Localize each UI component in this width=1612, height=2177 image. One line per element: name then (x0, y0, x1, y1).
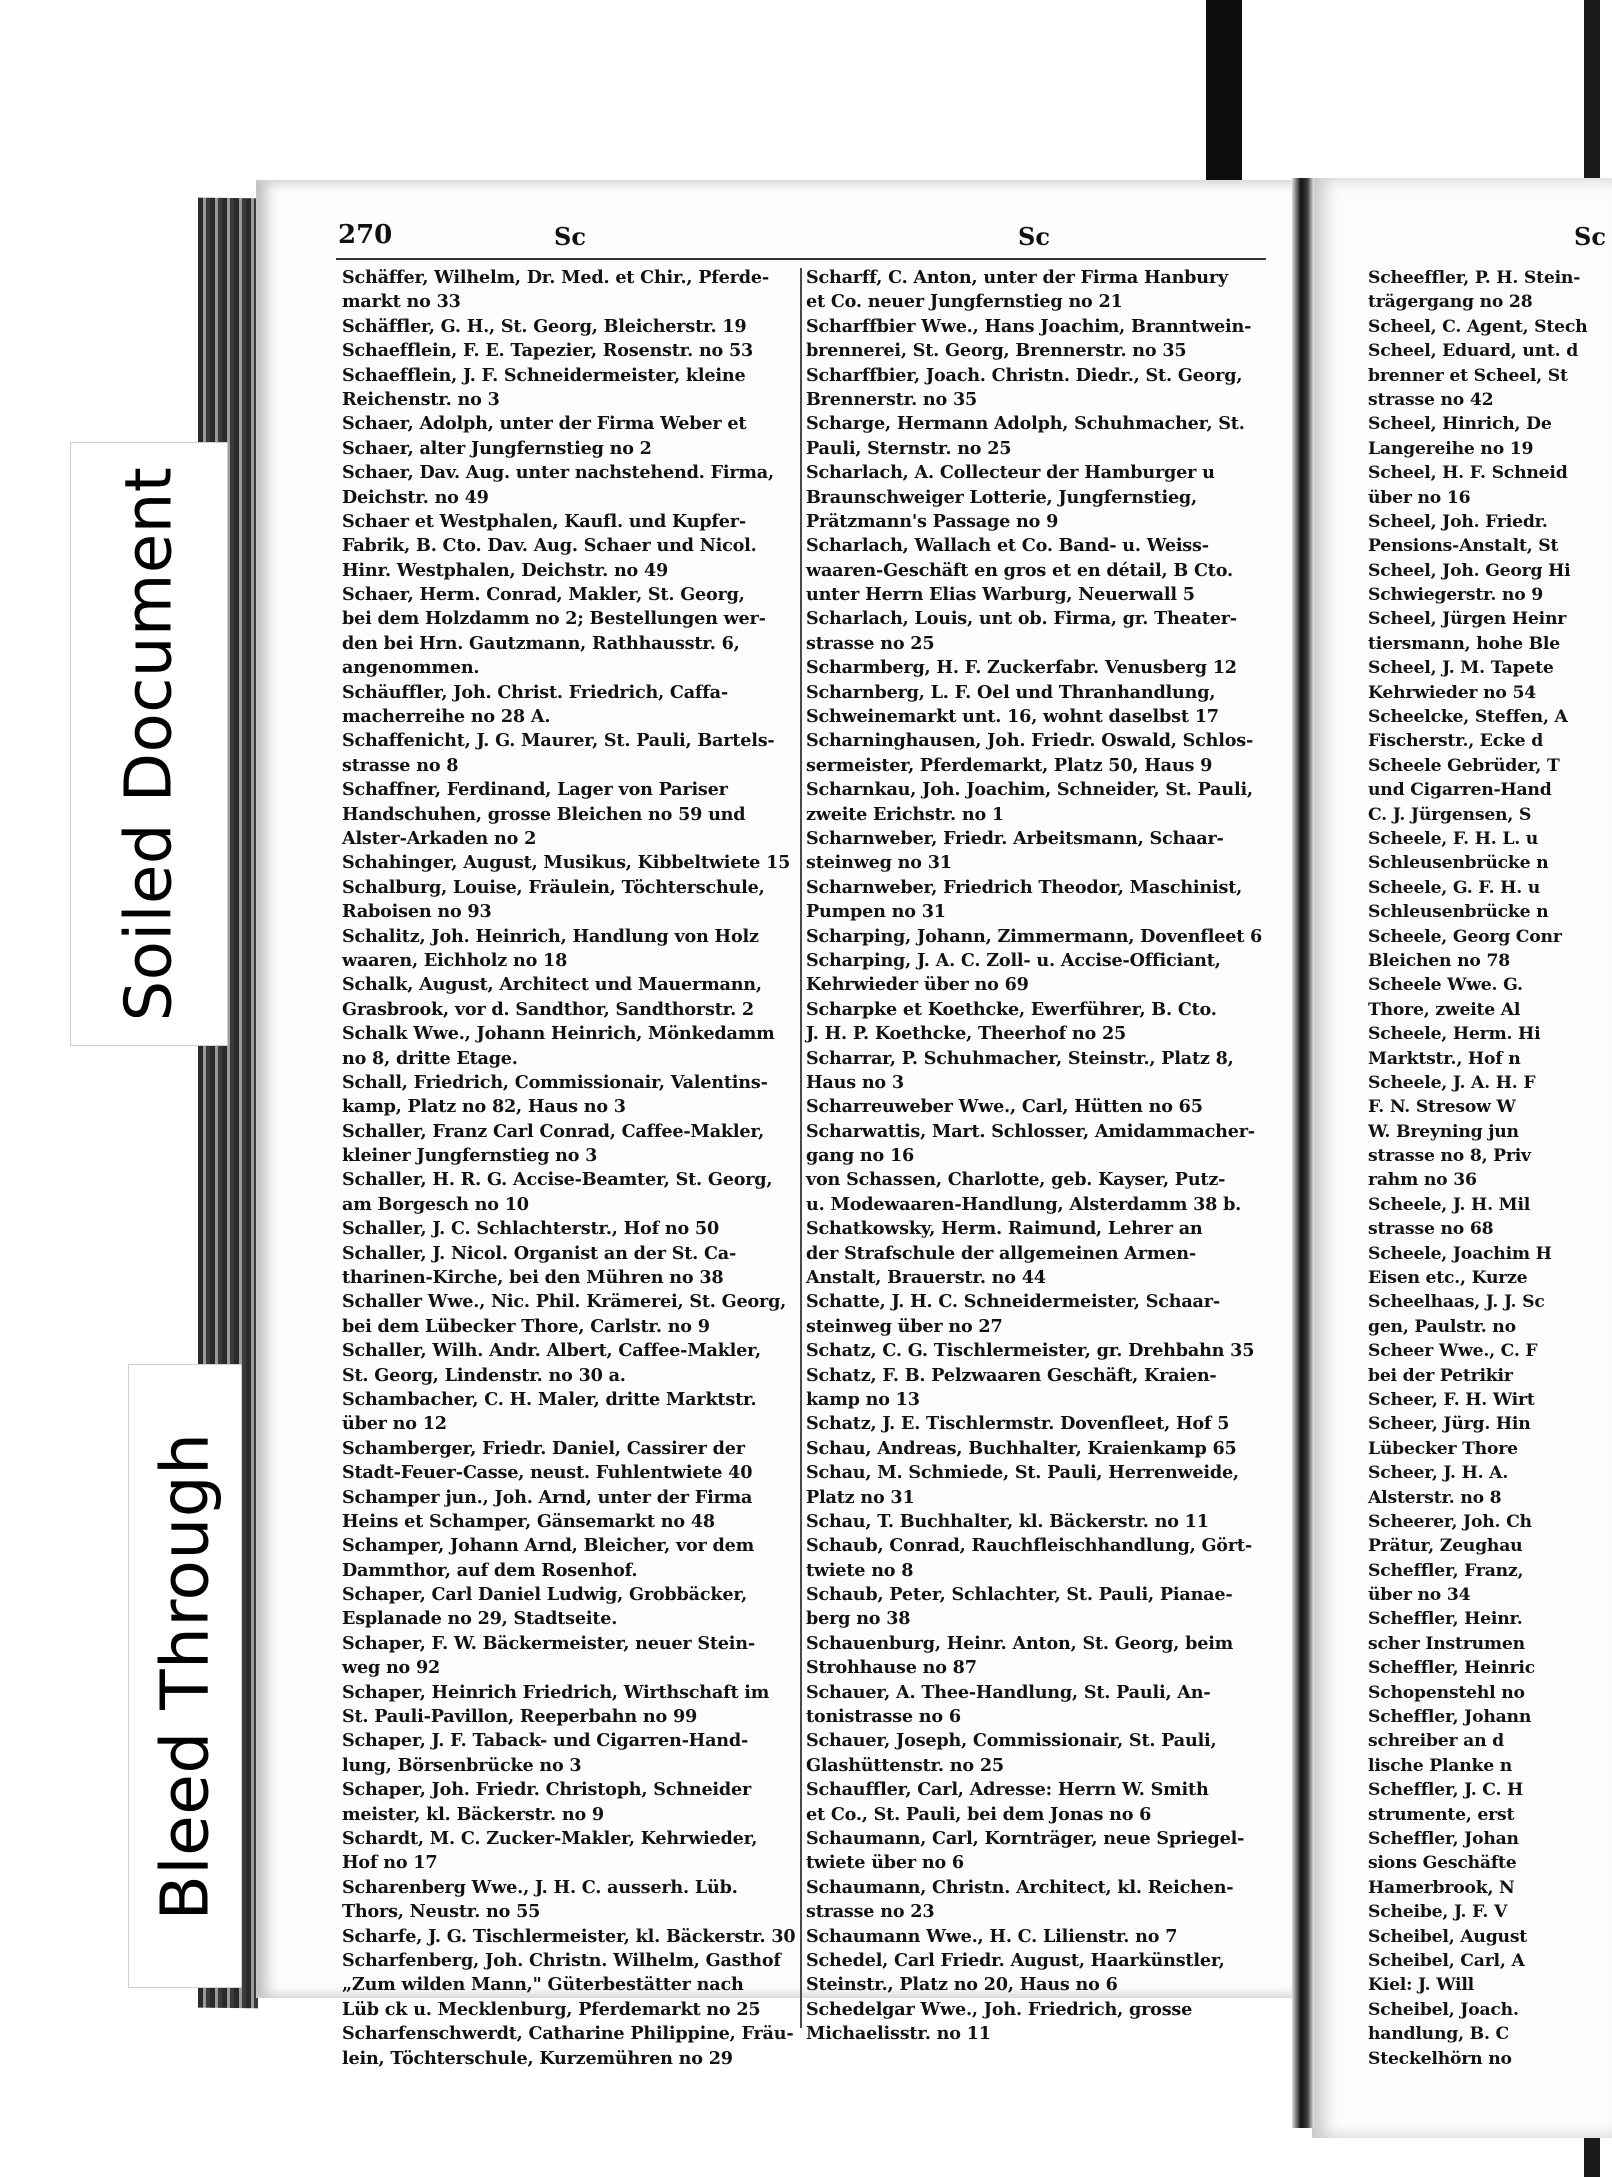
directory-entry-line: Scharlach, Louis, unt ob. Firma, gr. Theater- (806, 608, 1237, 630)
directory-entry-line: Scheer, J. H. A. (1368, 1463, 1509, 1484)
directory-entry-line: Schaller, Wilh. Andr. Albert, Caffee-Makler, (342, 1340, 761, 1362)
directory-entry-line: Hof no 17 (342, 1852, 438, 1874)
directory-entry-line: Schaumann, Carl, Kornträger, neue Spriegel- (806, 1828, 1245, 1849)
directory-entry-line: Scharlach, A. Collecteur der Hamburger u (806, 462, 1215, 484)
directory-entry-line: Hamerbrook, N (1368, 1877, 1515, 1898)
directory-entry-line: twiete no 8 (806, 1559, 914, 1581)
directory-entry-line: angenommen. (342, 657, 480, 679)
directory-entry-line: Bleichen no 78 (1368, 950, 1510, 971)
directory-entry-line: strasse no 8 (342, 754, 459, 776)
directory-entry-line: handlung, B. C (1368, 2024, 1510, 2045)
directory-entry-line: und Cigarren-Hand (1368, 780, 1552, 801)
directory-entry-line: waaren-Geschäft en gros et en détail, B Cto. (806, 559, 1233, 581)
directory-entry-line: Deichstr. no 49 (342, 486, 489, 508)
directory-entry-line: Scharrar, P. Schuhmacher, Steinstr., Platz 8, (806, 1047, 1234, 1069)
directory-entry-line: Scheel, Hinrich, De (1368, 414, 1552, 435)
directory-entry-line: Schaper, Joh. Friedr. Christoph, Schneider (342, 1779, 752, 1801)
directory-entry-line: strasse no 42 (1368, 389, 1494, 410)
directory-entry-line: Schweinemarkt unt. 16, wohnt daselbst 17 (806, 706, 1219, 728)
directory-entry-line: von Schassen, Charlotte, geb. Kayser, Putz- (806, 1169, 1226, 1191)
directory-entry-line: den bei Hrn. Gautzmann, Rathhausstr. 6, (342, 632, 740, 654)
directory-entry-line: schreiber an d (1368, 1731, 1504, 1752)
directory-entry-line: Schaefflein, F. E. Tapezier, Rosenstr. no 53 (342, 340, 754, 362)
column-divider (800, 268, 802, 2028)
directory-entry-line: Schaub, Conrad, Rauchfleischhandlung, Gört- (806, 1535, 1252, 1557)
directory-entry-line: et Co., St. Pauli, bei dem Jonas no 6 (806, 1803, 1152, 1825)
directory-entry-line: über no 16 (1368, 487, 1471, 508)
directory-entry-line: kleiner Jungfernstieg no 3 (342, 1145, 598, 1167)
directory-entry-line: Scheibel, Joach. (1368, 1999, 1519, 2020)
directory-entry-line: strasse no 68 (1368, 1219, 1494, 1240)
directory-entry-line: Scheele, Georg Conr (1368, 926, 1562, 947)
directory-entry-line: markt no 33 (342, 291, 461, 313)
directory-entry-line: Schaller, Franz Carl Conrad, Caffee-Makler, (342, 1120, 765, 1142)
directory-entry-line: Scheele, Herm. Hi (1368, 1024, 1541, 1045)
directory-entry-line: Schaer, Herm. Conrad, Makler, St. Georg, (342, 584, 745, 606)
directory-entry-line: brenner et Scheel, St (1368, 365, 1568, 386)
directory-entry-line: Schalburg, Louise, Fräulein, Töchterschule, (342, 876, 765, 898)
directory-entry-line: lische Planke n (1368, 1755, 1513, 1776)
book-gutter (1292, 178, 1314, 2128)
directory-entry-line: u. Modewaaren-Handlung, Alsterdamm 38 b. (806, 1193, 1242, 1215)
directory-entry-line: Scharff, C. Anton, unter der Firma Hanbury (806, 267, 1228, 288)
directory-entry-line: waaren, Eichholz no 18 (342, 949, 568, 971)
directory-entry-line: Schaumann, Christn. Architect, kl. Reichen- (806, 1876, 1234, 1898)
directory-entry-line: Schaumann Wwe., H. C. Lilienstr. no 7 (806, 1925, 1178, 1947)
directory-entry-line: Schaffenicht, J. G. Maurer, St. Pauli, Bartels- (342, 730, 775, 752)
directory-entry-line: Glashüttenstr. no 25 (806, 1754, 1004, 1776)
directory-entry-line: macherreihe no 28 A. (342, 706, 551, 728)
directory-entry-line: Scheffler, Heinric (1368, 1658, 1535, 1679)
directory-entry-line: Scheelhaas, J. J. Sc (1368, 1292, 1545, 1313)
directory-entry-line: Braunschweiger Lotterie, Jungfernstieg, (806, 486, 1197, 508)
running-head-facing-page: Sc (1574, 222, 1606, 251)
directory-entry-line: Schwiegerstr. no 9 (1368, 585, 1544, 606)
directory-entry-line: Scharnberg, L. F. Oel und Thranhandlung, (806, 681, 1216, 703)
directory-entry-line: Schaper, Carl Daniel Ludwig, Grobbäcker, (342, 1584, 748, 1606)
directory-entry-line: Alster-Arkaden no 2 (342, 827, 537, 849)
directory-entry-line: Schaller Wwe., Nic. Phil. Krämerei, St. Georg, (342, 1291, 787, 1313)
directory-entry-line: Schahinger, August, Musikus, Kibbeltwiete 15 (342, 852, 791, 874)
directory-entry-line: Schatz, F. B. Pelzwaaren Geschäft, Kraien- (806, 1364, 1217, 1386)
directory-entry-line: Schauer, Joseph, Commissionair, St. Pauli, (806, 1730, 1217, 1752)
directory-entry-line: Schaer, Adolph, unter der Firma Weber et (342, 413, 747, 435)
directory-entry-line: Schleusenbrücke n (1368, 902, 1549, 923)
directory-entry-line: Michaelisstr. no 11 (806, 2023, 991, 2045)
directory-entry-line: strasse no 23 (806, 1901, 935, 1923)
directory-entry-line: Scharlach, Wallach et Co. Band- u. Weiss- (806, 535, 1209, 557)
directory-entry-line: Esplanade no 29, Stadtseite. (342, 1608, 618, 1630)
directory-entry-line: Scharfenschwerdt, Catharine Philippine, Fräu- (342, 2023, 794, 2045)
directory-entry-line: Schäffer, Wilhelm, Dr. Med. et Chir., Pferde- (342, 267, 769, 288)
directory-entry-line: Scheel, H. F. Schneid (1368, 463, 1568, 484)
directory-entry-line: Scheer, F. H. Wirt (1368, 1389, 1535, 1410)
directory-entry-line: Scheel, C. Agent, Stech (1368, 316, 1588, 337)
directory-entry-line: Anstalt, Brauerstr. no 44 (806, 1267, 1046, 1289)
directory-entry-line: Scharfe, J. G. Tischlermeister, kl. Bäckerstr. 30 (342, 1925, 796, 1947)
directory-entry-line: Schaper, F. W. Bäckermeister, neuer Stein- (342, 1632, 755, 1654)
directory-entry-line: Schaefflein, J. F. Schneidermeister, kleine (342, 364, 746, 386)
directory-entry-line: Schaffner, Ferdinand, Lager von Pariser (342, 779, 728, 801)
directory-entry-line: Hinr. Westphalen, Deichstr. no 49 (342, 559, 669, 581)
directory-entry-line: Pumpen no 31 (806, 901, 946, 923)
directory-entry-line: Brennerstr. no 35 (806, 388, 978, 410)
directory-entry-line: Scheffler, Johan (1368, 1829, 1519, 1849)
directory-entry-line: Handschuhen, grosse Bleichen no 59 und (342, 803, 746, 825)
directory-entry-line: Scharmberg, H. F. Zuckerfabr. Venusberg 12 (806, 657, 1237, 679)
directory-entry-line: St. Georg, Lindenstr. no 30 a. (342, 1364, 626, 1386)
directory-entry-line: Schardt, M. C. Zucker-Makler, Kehrwieder, (342, 1828, 758, 1849)
directory-entry-line: Steinstr., Platz no 20, Haus no 6 (806, 1974, 1118, 1996)
directory-entry-line: Kehrwieder no 54 (1368, 682, 1536, 703)
directory-entry-line: Schaper, Heinrich Friedrich, Wirthschaft im (342, 1681, 770, 1703)
directory-entry-line: Scheele, J. H. Mil (1368, 1194, 1531, 1215)
directory-entry-line: Schau, T. Buchhalter, kl. Bäckerstr. no 11 (806, 1510, 1209, 1532)
soiled-document-label: Soiled Document (112, 466, 186, 1022)
directory-entry-line: über no 12 (342, 1413, 447, 1435)
directory-entry-line: Schalk, August, Architect und Mauermann, (342, 974, 762, 996)
directory-entry-line: Scheele Gebrüder, T (1368, 755, 1560, 776)
directory-entry-line: Scharnweber, Friedr. Arbeitsmann, Schaar- (806, 827, 1224, 849)
directory-entry-line: Heins et Schamper, Gänsemarkt no 48 (342, 1510, 715, 1532)
directory-entry-line: Schamper, Johann Arnd, Bleicher, vor dem (342, 1535, 755, 1557)
soiled-document-stamp (70, 442, 228, 1046)
directory-entry-line: Schaer, Dav. Aug. unter nachstehend. Firma, (342, 462, 774, 484)
directory-entry-line: strumente, erst (1368, 1804, 1515, 1825)
directory-entry-line: et Co. neuer Jungfernstieg no 21 (806, 291, 1123, 313)
directory-entry-line: Schalitz, Joh. Heinrich, Handlung von Holz (342, 925, 759, 947)
directory-entry-line: Schedel, Carl Friedr. August, Haarkünstler, (806, 1949, 1225, 1971)
directory-entry-line: Kiel: J. Will (1368, 1975, 1475, 1996)
directory-entry-line: Raboisen no 93 (342, 901, 492, 923)
directory-entry-line: tonistrasse no 6 (806, 1706, 961, 1728)
directory-entry-line: Scheelcke, Steffen, A (1368, 707, 1568, 728)
directory-entry-line: bei der Petrikir (1368, 1365, 1513, 1386)
directory-entry-line: St. Pauli-Pavillon, Reeperbahn no 99 (342, 1706, 698, 1728)
directory-entry-line: Schaub, Peter, Schlachter, St. Pauli, Pianae- (806, 1584, 1233, 1606)
directory-entry-line: Schaer et Westphalen, Kaufl. und Kupfer- (342, 510, 746, 532)
background-strip (1206, 0, 1242, 186)
directory-entry-line: Stadt-Feuer-Casse, neust. Fuhlentwiete 40 (342, 1462, 753, 1484)
directory-entry-line: Scharwattis, Mart. Schlosser, Amidammacher- (806, 1120, 1255, 1142)
directory-entry-line: Pensions-Anstalt, St (1368, 536, 1559, 557)
directory-entry-line: Schambacher, C. H. Maler, dritte Marktstr. (342, 1388, 757, 1410)
directory-entry-line: rahm no 36 (1368, 1170, 1477, 1191)
directory-entry-line: weg no 92 (342, 1657, 441, 1679)
directory-entry-line: Scharffbier Wwe., Hans Joachim, Branntwein- (806, 315, 1252, 337)
directory-entry-line: Scheer, Jürg. Hin (1368, 1414, 1531, 1435)
directory-entry-line: bei dem Holzdamm no 2; Bestellungen wer- (342, 608, 766, 630)
directory-entry-line: Alsterstr. no 8 (1368, 1487, 1502, 1508)
directory-entry-line: Lüb ck u. Mecklenburg, Pferdemarkt no 25 (342, 1998, 761, 2020)
directory-entry-line: Haus no 3 (806, 1071, 904, 1093)
directory-entry-line: Scheel, Eduard, unt. d (1368, 341, 1579, 362)
directory-entry-line: Fabrik, B. Cto. Dav. Aug. Schaer und Nicol. (342, 535, 757, 557)
directory-entry-line: trägergang no 28 (1368, 292, 1533, 313)
directory-entry-line: Prätzmann's Passage no 9 (806, 510, 1059, 532)
directory-entry-line: W. Breyning jun (1368, 1121, 1519, 1142)
directory-entry-line: Scheele, J. A. H. F (1368, 1072, 1536, 1093)
directory-entry-line: tharinen-Kirche, bei den Mühren no 38 (342, 1267, 724, 1289)
directory-entry-line: Schaller, J. Nicol. Organist an der St. Ca- (342, 1242, 737, 1264)
directory-entry-line: meister, kl. Bäckerstr. no 9 (342, 1803, 604, 1825)
directory-entry-line: Schedelgar Wwe., Joh. Friedrich, grosse (806, 1998, 1193, 2020)
directory-entry-line: Schau, M. Schmiede, St. Pauli, Herrenweide, (806, 1462, 1239, 1484)
directory-entry-line: Scharnkau, Joh. Joachim, Schneider, St. Pauli, (806, 779, 1253, 801)
directory-entry-line: Schauer, A. Thee-Handlung, St. Pauli, An- (806, 1681, 1211, 1703)
directory-entry-line: gen, Paulstr. no (1368, 1316, 1516, 1337)
directory-entry-line: Scheele, Joachim H (1368, 1243, 1552, 1264)
directory-entry-line: Schaer, alter Jungfernstieg no 2 (342, 437, 652, 459)
directory-entry-line: Scheele Wwe. G. (1368, 975, 1523, 996)
directory-entry-line: Schopenstehl no (1368, 1682, 1525, 1703)
directory-entry-line: tiersmann, hohe Ble (1368, 633, 1560, 654)
directory-entry-line: twiete über no 6 (806, 1852, 964, 1874)
directory-entry-line: am Borgesch no 10 (342, 1193, 529, 1215)
directory-entry-line: Scharnweber, Friedrich Theodor, Maschinist, (806, 876, 1243, 898)
directory-entry-line: Scharenberg Wwe., J. H. C. ausserh. Lüb. (342, 1876, 738, 1898)
directory-entry-line: Schaper, J. F. Taback- und Cigarren-Hand- (342, 1730, 749, 1752)
directory-column-right (806, 266, 1268, 2047)
directory-entry-line: Platz no 31 (806, 1486, 915, 1508)
directory-entry-line: Schatkowsky, Herm. Raimund, Lehrer an (806, 1218, 1203, 1240)
page-number: 270 (338, 220, 393, 250)
directory-entry-line: Scheffler, Heinr. (1368, 1609, 1523, 1630)
directory-entry-line: Grasbrook, vor d. Sandthor, Sandthorstr. 2 (342, 998, 754, 1020)
directory-entry-line: Schau, Andreas, Buchhalter, Kraienkamp 65 (806, 1437, 1237, 1459)
directory-entry-line: Lübecker Thore (1368, 1438, 1518, 1459)
directory-entry-line: Scheibel, August (1368, 1926, 1528, 1947)
directory-entry-line: no 8, dritte Etage. (342, 1047, 518, 1069)
directory-entry-line: Fischerstr., Ecke d (1368, 731, 1544, 752)
directory-entry-line: Schauffler, Carl, Adresse: Herrn W. Smith (806, 1779, 1209, 1801)
directory-entry-line: Schatte, J. H. C. Schneidermeister, Schaar- (806, 1291, 1220, 1313)
directory-entry-line: Scheele, F. H. L. u (1368, 828, 1539, 849)
directory-entry-line: Scheel, Joh. Georg Hi (1368, 560, 1571, 581)
directory-entry-line: Schall, Friedrich, Commissionair, Valentins- (342, 1071, 768, 1093)
running-head-right: Sc (1018, 222, 1050, 251)
directory-entry-line: der Strafschule der allgemeinen Armen- (806, 1242, 1196, 1264)
directory-entry-line: Thore, zweite Al (1368, 999, 1521, 1020)
directory-entry-line: Schamper jun., Joh. Arnd, unter der Firma (342, 1486, 753, 1508)
directory-entry-line: Scheffler, Franz, (1368, 1560, 1524, 1581)
directory-entry-line: Kehrwieder über no 69 (806, 974, 1029, 996)
directory-column-left (342, 266, 804, 2071)
directory-entry-line: Schalk Wwe., Johann Heinrich, Mönkedamm (342, 1023, 775, 1045)
directory-entry-line: Thors, Neustr. no 55 (342, 1901, 541, 1923)
directory-entry-line: Pauli, Sternstr. no 25 (806, 437, 1012, 459)
directory-entry-line: berg no 38 (806, 1608, 911, 1630)
directory-entry-line: Schaller, H. R. G. Accise-Beamter, St. Georg, (342, 1169, 773, 1191)
directory-entry-line: kamp, Platz no 82, Haus no 3 (342, 1096, 626, 1118)
directory-entry-line: bei dem Lübecker Thore, Carlstr. no 9 (342, 1315, 710, 1337)
directory-entry-line: zweite Erichstr. no 1 (806, 803, 1004, 825)
directory-entry-line: Scharpke et Koethcke, Ewerführer, B. Cto. (806, 998, 1217, 1020)
directory-entry-line: Schatz, J. E. Tischlermstr. Dovenfleet, Hof 5 (806, 1413, 1230, 1435)
directory-entry-line: Schleusenbrücke n (1368, 853, 1549, 874)
directory-entry-line: Scharping, Johann, Zimmermann, Dovenfleet 6 (806, 925, 1263, 947)
directory-entry-line: Schamberger, Friedr. Daniel, Cassirer der (342, 1437, 745, 1459)
directory-entry-line: Scheffler, J. C. H (1368, 1780, 1524, 1801)
directory-entry-line: sermeister, Pferdemarkt, Platz 50, Haus 9 (806, 754, 1213, 776)
directory-entry-line: Schauenburg, Heinr. Anton, St. Georg, beim (806, 1632, 1234, 1654)
directory-entry-line: Langereihe no 19 (1368, 438, 1534, 459)
bleed-through-label: Bleed Through (146, 1432, 224, 1920)
directory-entry-line: J. H. P. Koethcke, Theerhof no 25 (806, 1023, 1127, 1045)
directory-entry-line: steinweg über no 27 (806, 1315, 1003, 1337)
directory-entry-line: Scheele, G. F. H. u (1368, 877, 1541, 898)
directory-entry-line: über no 34 (1368, 1585, 1471, 1606)
directory-entry-line: Scheffler, Johann (1368, 1707, 1532, 1728)
directory-entry-line: Marktstr., Hof n (1368, 1048, 1521, 1069)
directory-entry-line: Scharninghausen, Joh. Friedr. Oswald, Schlos- (806, 730, 1254, 752)
directory-entry-line: „Zum wilden Mann," Güterbestätter nach (342, 1974, 744, 1996)
directory-entry-line: gang no 16 (806, 1145, 915, 1167)
directory-entry-line: brennerei, St. Georg, Brennerstr. no 35 (806, 340, 1187, 362)
directory-entry-line: sions Geschäfte (1368, 1853, 1517, 1874)
directory-entry-line: Scharping, J. A. C. Zoll- u. Accise-Officiant, (806, 949, 1221, 971)
directory-entry-line: Dammthor, auf dem Rosenhof. (342, 1559, 638, 1581)
directory-entry-line: Schaller, J. C. Schlachterstr., Hof no 50 (342, 1218, 719, 1240)
directory-entry-line: Scheibel, Carl, A (1368, 1950, 1525, 1971)
directory-entry-line: Schäuffler, Joh. Christ. Friedrich, Caffa- (342, 681, 728, 703)
directory-entry-line: F. N. Stresow W (1368, 1097, 1516, 1118)
directory-entry-line: Scheel, J. M. Tapete (1368, 658, 1554, 679)
header-rule (336, 258, 1266, 260)
running-head-left: Sc (554, 222, 586, 251)
directory-entry-line: Schäffler, G. H., St. Georg, Bleicherstr. 19 (342, 315, 747, 337)
directory-entry-line: strasse no 8, Priv (1368, 1146, 1531, 1167)
directory-entry-line: Eisen etc., Kurze (1368, 1268, 1528, 1289)
directory-entry-line: lung, Börsenbrücke no 3 (342, 1754, 582, 1776)
directory-entry-line: Scheel, Joh. Friedr. (1368, 511, 1548, 532)
directory-entry-line: Steckelhörn no (1368, 2048, 1512, 2069)
directory-entry-line: Scheel, Jürgen Heinr (1368, 609, 1567, 630)
directory-entry-line: Strohhause no 87 (806, 1657, 977, 1679)
directory-entry-line: strasse no 25 (806, 632, 935, 654)
directory-entry-line: Schatz, C. G. Tischlermeister, gr. Drehbahn 35 (806, 1340, 1255, 1362)
directory-entry-line: Scharge, Hermann Adolph, Schuhmacher, St. (806, 413, 1245, 435)
directory-entry-line: unter Herrn Elias Warburg, Neuerwall 5 (806, 584, 1195, 606)
directory-entry-line: Scharfenberg, Joh. Christn. Wilhelm, Gasthof (342, 1949, 781, 1971)
directory-entry-line: Scharreuweber Wwe., Carl, Hütten no 65 (806, 1096, 1203, 1118)
directory-column-facing-page (1368, 266, 1600, 2071)
directory-entry-line: Reichenstr. no 3 (342, 388, 500, 410)
directory-entry-line: Scheibe, J. F. V (1368, 1902, 1508, 1923)
directory-entry-line: steinweg no 31 (806, 852, 952, 874)
directory-entry-line: Prätur, Zeughau (1368, 1536, 1523, 1557)
directory-entry-line: Scheeffler, P. H. Stein- (1368, 268, 1581, 288)
directory-entry-line: Scharffbier, Joach. Christn. Diedr., St. Georg, (806, 364, 1243, 386)
directory-entry-line: Scheer Wwe., C. F (1368, 1341, 1538, 1362)
directory-entry-line: Scheerer, Joh. Ch (1368, 1511, 1532, 1532)
directory-entry-line: C. J. Jürgensen, S (1368, 804, 1532, 825)
directory-entry-line: kamp no 13 (806, 1388, 920, 1410)
directory-entry-line: lein, Töchterschule, Kurzemühren no 29 (342, 2047, 733, 2069)
bleed-through-stamp (128, 1364, 242, 1988)
directory-entry-line: scher Instrumen (1368, 1633, 1525, 1654)
